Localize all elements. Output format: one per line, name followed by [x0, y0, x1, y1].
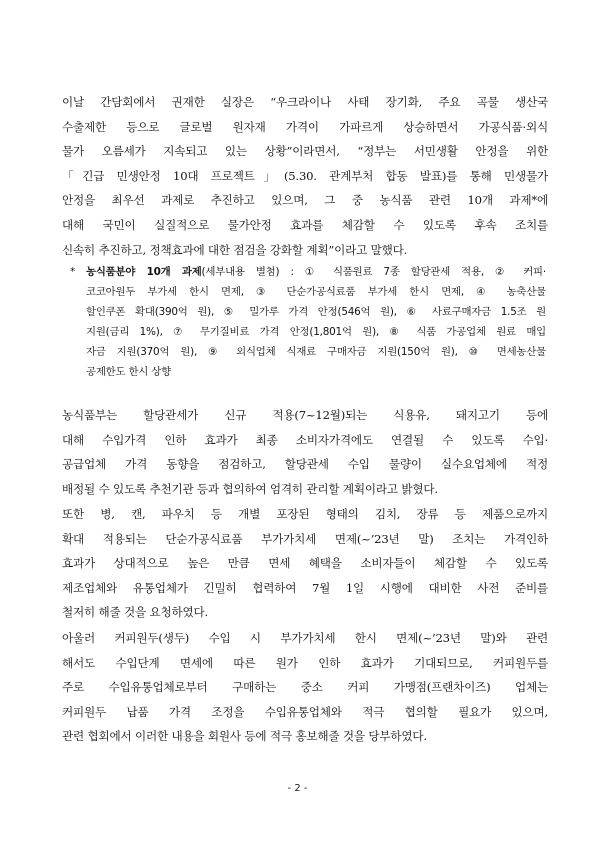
- text-line: 확대 적용되는 단순가공식료품 부가가치세 면제(~’23년 말) 조치는 가격인하: [62, 531, 548, 546]
- text-line: 효과가 상대적으로 높은 만큼 면세 혜택을 소비자들이 체감할 수 있도록: [62, 556, 548, 571]
- footnote-line: 자금 지원(370억 원), ⑨ 외식업체 식재료 구매자금 지원(150억 원), ⑩ 면세농산물: [86, 346, 546, 358]
- text-line: 공급업체 가격 동향을 점검하고, 할당관세 수입 물량이 실수요업체에 적정: [62, 457, 548, 472]
- text-line: 수출제한 등으로 글로벌 원자재 가격이 가파르게 상승하면서 가공식품·외식: [62, 119, 548, 134]
- footnote-line: [70, 262, 546, 282]
- text-line: 관련 협회에서 이러한 내용을 회원사 등에 적극 홍보해줄 것을 당부하였다.: [62, 729, 427, 744]
- text-line: 아울러 커피원두(생두) 수입 시 부가가치세 한시 면제(~’23년 말)와 관련: [62, 631, 548, 645]
- text-line: 대해 국민이 실질적으로 물가안정 효과를 체감할 수 있도록 후속 조치를: [62, 217, 548, 232]
- footnote-heading: 농식품분야 10개 과제: [86, 266, 202, 278]
- paragraph-vat-exemption: [62, 502, 548, 625]
- footnote-line: 공제한도 한시 상향: [86, 366, 171, 378]
- text-line: 제조업체와 유통업체가 긴밀히 협력하여 7월 1일 시행에 대비한 사전 준비를: [62, 580, 548, 595]
- text-line: 안정을 최우선 과제로 추진하고 있으며, 그 중 농식품 관련 10개 과제*에: [62, 193, 548, 208]
- footnote-star: *: [70, 266, 75, 278]
- paragraph-tariff-quota: [62, 403, 548, 501]
- footnote-line: 코코아원두 부가세 한시 면제, ③ 단순가공식료품 부가세 한시 면제, ④ 농축산물: [86, 286, 546, 298]
- paragraph-coffee-beans: [62, 626, 548, 749]
- text-line: 「긴급 민생안정 10대 프로젝트」(5.30. 관계부처 합동 발표)를 통해 민생물가: [62, 168, 548, 183]
- text-line: 커피원두 납품 가격 조정을 수입유통업체와 적극 협의할 필요가 있으며,: [62, 704, 548, 719]
- page-number: - 2 -: [287, 783, 308, 794]
- footnote-line: 할인쿠폰 확대(390억 원), ⑤ 밀가루 가격 안정(546억 원), ⑥ 사료구매자금 1.5조 원: [86, 306, 546, 318]
- text-line: 해서도 수입단계 면세에 따른 원가 인하 효과가 기대되므로, 커피원두를: [62, 655, 548, 670]
- text-line: 신속히 추진하고, 정책효과에 대한 점검을 강화할 계획”이라고 말했다.: [62, 242, 408, 257]
- text-line: 농식품부는 할당관세가 신규 적용(7~12월)되는 식용유, 돼지고기 등에: [62, 408, 548, 422]
- text-line: 대해 수입가격 인하 효과가 최종 소비자가격에도 연결될 수 있도록 수입·: [62, 432, 548, 447]
- footnote-10-tasks: [70, 262, 546, 382]
- text-line: 주로 수입유통업체로부터 구매하는 중소 커피 가맹점(프랜차이즈) 업체는: [62, 680, 548, 695]
- text-line: 또한 병, 캔, 파우치 등 개별 포장된 형태의 김치, 장류 등 제품으로까지: [62, 507, 548, 521]
- text-line: 배정될 수 있도록 추천기관 등과 협의하여 엄격히 관리할 계획이라고 밝혔다.: [62, 481, 438, 496]
- footnote-line: 지원(금리 1%), ⑦ 무기질비료 가격 안정(1,801억 원), ⑧ 식품 가공업체 원료 매입: [86, 326, 546, 338]
- paragraph-meeting-remarks: [62, 90, 548, 262]
- text-line: 물가 오름세가 지속되고 있는 상황”이라면서, “정부는 서민생활 안정을 위한: [62, 144, 548, 159]
- text-line: 철저히 해줄 것을 요청하였다.: [62, 605, 208, 620]
- footnote-line-rest: (세부내용 별첨) : ① 식품원료 7종 할당관세 적용, ② 커피·: [201, 266, 546, 278]
- text-line: 이날 간담회에서 권재한 실장은 “우크라이나 사태 장기화, 주요 곡물 생산국: [62, 95, 548, 109]
